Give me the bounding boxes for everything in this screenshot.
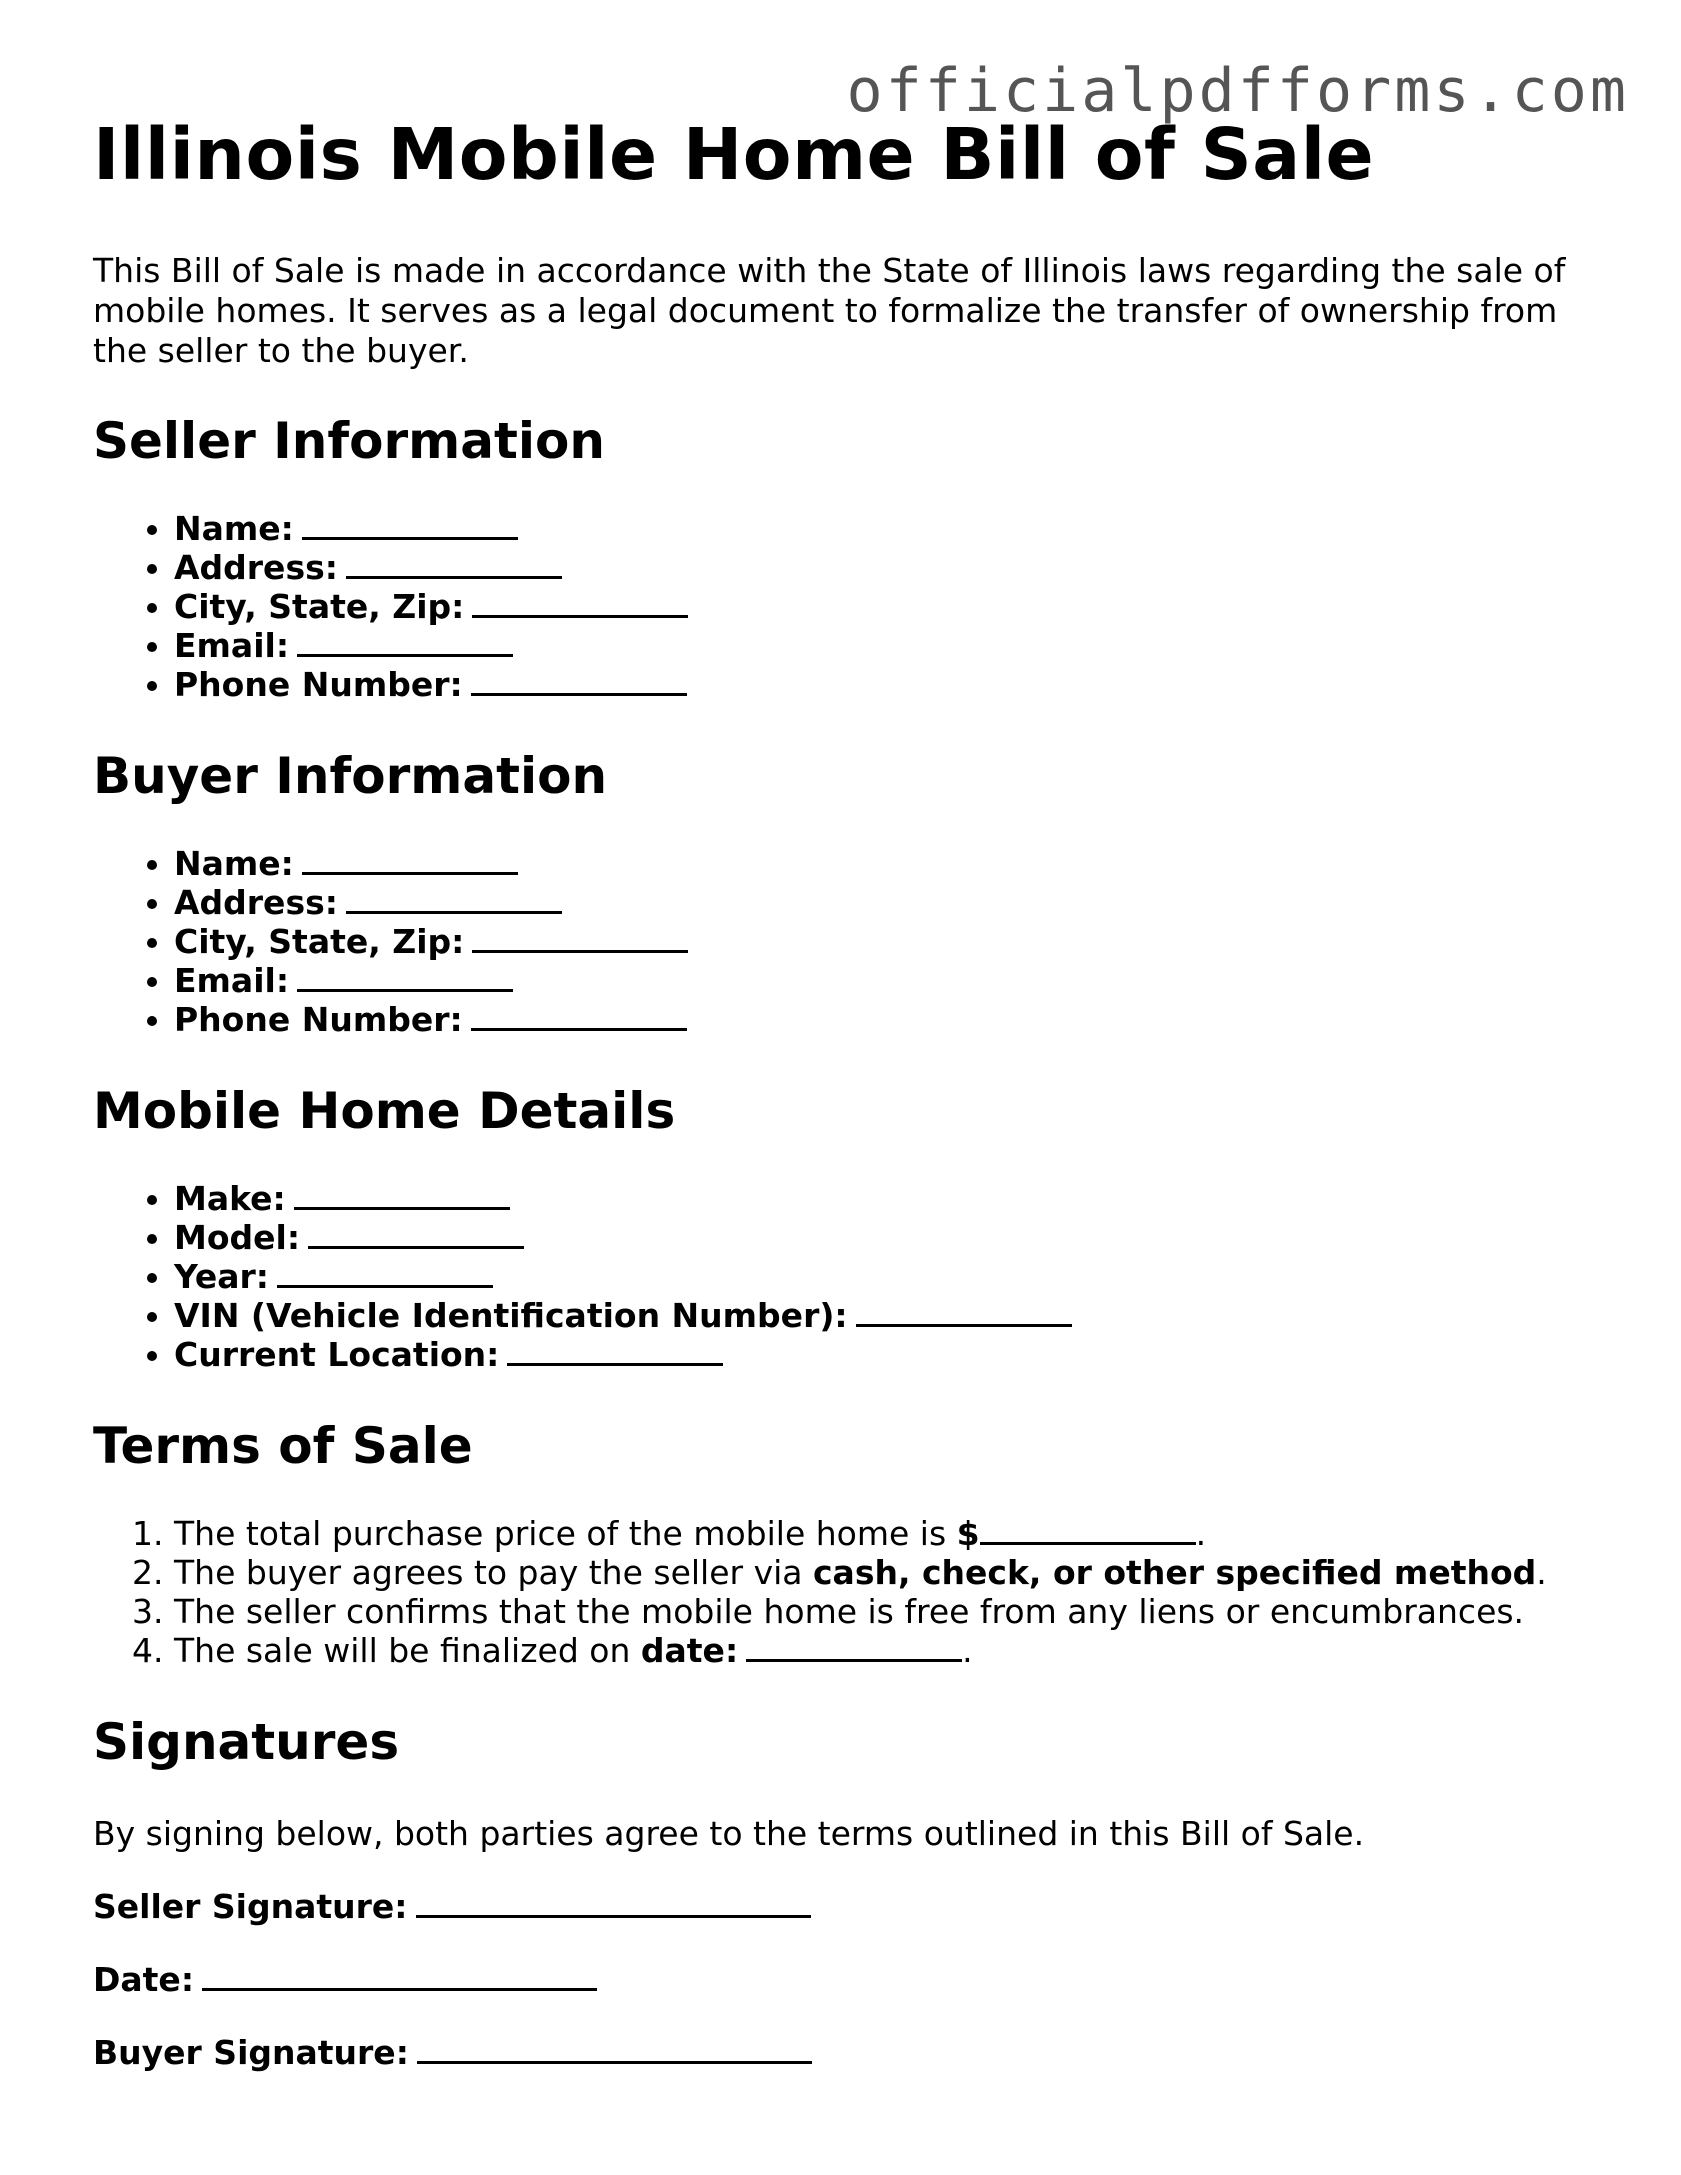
home-model-field xyxy=(174,1218,1593,1257)
field-label: Phone Number: xyxy=(174,1000,463,1040)
field-label: Current Location: xyxy=(174,1335,500,1375)
field-label: Make: xyxy=(174,1179,286,1219)
blank-line[interactable] xyxy=(346,549,562,579)
signatures-intro: By signing below, both parties agree to the terms outlined in this Bill of Sale. xyxy=(93,1814,1365,1854)
term-text: The buyer agrees to pay the seller via xyxy=(174,1553,813,1593)
seller-phone-field xyxy=(174,665,1593,704)
field-label: Email: xyxy=(174,961,290,1001)
buyer-city-state-zip-field xyxy=(174,922,1593,961)
watermark: officialpdfforms.com xyxy=(846,56,1629,126)
term-punct: . xyxy=(1536,1553,1547,1593)
term-text: The seller confirms that the mobile home is free from any liens or encumbrances. xyxy=(174,1592,1525,1632)
blank-line[interactable] xyxy=(308,1219,524,1249)
field-label: VIN (Vehicle Identification Number): xyxy=(174,1296,848,1336)
document-title: Illinois Mobile Home Bill of Sale xyxy=(93,113,1375,196)
blank-line[interactable] xyxy=(472,923,688,953)
blank-line[interactable] xyxy=(471,1001,687,1031)
term-punct: . xyxy=(1195,1514,1207,1554)
buyer-signature-blank[interactable] xyxy=(417,2034,812,2064)
blank-line[interactable] xyxy=(294,1180,510,1210)
field-label: Address: xyxy=(174,548,338,588)
date-label: date: xyxy=(640,1631,739,1671)
buyer-address-field xyxy=(174,883,1593,922)
blank-line[interactable] xyxy=(277,1258,493,1288)
term-punct: . xyxy=(962,1631,973,1671)
home-fields xyxy=(93,1179,1593,1374)
seller-name-field xyxy=(174,509,1593,548)
field-label: Model: xyxy=(174,1218,301,1258)
buyer-email-field xyxy=(174,961,1593,1000)
field-label: Name: xyxy=(174,509,294,549)
terms-list xyxy=(93,1514,1593,1670)
field-label: Name: xyxy=(174,844,294,884)
signature-label: Seller Signature: xyxy=(93,1887,408,1927)
blank-line[interactable] xyxy=(297,627,513,657)
blank-line[interactable] xyxy=(856,1297,1072,1327)
signatures-heading: Signatures xyxy=(93,1713,400,1772)
home-location-field xyxy=(174,1335,1593,1374)
intro-paragraph: This Bill of Sale is made in accordance with the State of Illinois laws regarding the sale of mobile homes. It serves as a legal document to formalize the transfer of ownership from the seller to the buyer. xyxy=(93,251,1566,371)
seller-heading: Seller Information xyxy=(93,412,605,471)
blank-line[interactable] xyxy=(302,510,518,540)
field-label: Email: xyxy=(174,626,290,666)
blank-line[interactable] xyxy=(297,962,513,992)
home-details-heading: Mobile Home Details xyxy=(93,1082,676,1141)
document-page xyxy=(93,112,1593,2073)
term-liens xyxy=(174,1592,1593,1631)
buyer-signature-line xyxy=(93,2033,1593,2073)
field-label: City, State, Zip: xyxy=(174,587,465,627)
seller-signature-line xyxy=(93,1887,1593,1927)
home-make-field xyxy=(174,1179,1593,1218)
term-payment xyxy=(174,1553,1593,1592)
terms-heading: Terms of Sale xyxy=(93,1417,473,1476)
signature-label: Buyer Signature: xyxy=(93,2033,409,2073)
payment-method: cash, check, or other specified method xyxy=(812,1553,1537,1593)
seller-email-field xyxy=(174,626,1593,665)
signature-label: Date: xyxy=(93,1960,195,2000)
seller-fields xyxy=(93,509,1593,704)
blank-line[interactable] xyxy=(346,884,562,914)
blank-line[interactable] xyxy=(302,845,518,875)
buyer-fields xyxy=(93,844,1593,1039)
date-blank[interactable] xyxy=(746,1632,962,1662)
signature-date-blank[interactable] xyxy=(202,1961,597,1991)
buyer-name-field xyxy=(174,844,1593,883)
price-blank[interactable] xyxy=(980,1515,1196,1545)
signature-date-line xyxy=(93,1960,1593,2000)
term-price xyxy=(174,1514,1593,1553)
seller-signature-blank[interactable] xyxy=(416,1888,811,1918)
blank-line[interactable] xyxy=(507,1336,723,1366)
term-date xyxy=(174,1631,1593,1670)
currency-symbol: $ xyxy=(956,1514,980,1554)
home-vin-field xyxy=(174,1296,1593,1335)
blank-line[interactable] xyxy=(471,666,687,696)
field-label: Address: xyxy=(174,883,338,923)
field-label: City, State, Zip: xyxy=(174,922,465,962)
home-year-field xyxy=(174,1257,1593,1296)
blank-line[interactable] xyxy=(472,588,688,618)
term-text: The sale will be finalized on xyxy=(174,1631,641,1671)
buyer-heading: Buyer Information xyxy=(93,747,608,806)
seller-city-state-zip-field xyxy=(174,587,1593,626)
buyer-phone-field xyxy=(174,1000,1593,1039)
field-label: Year: xyxy=(174,1257,269,1297)
seller-address-field xyxy=(174,548,1593,587)
term-text: The total purchase price of the mobile home is xyxy=(174,1514,957,1554)
field-label: Phone Number: xyxy=(174,665,463,705)
